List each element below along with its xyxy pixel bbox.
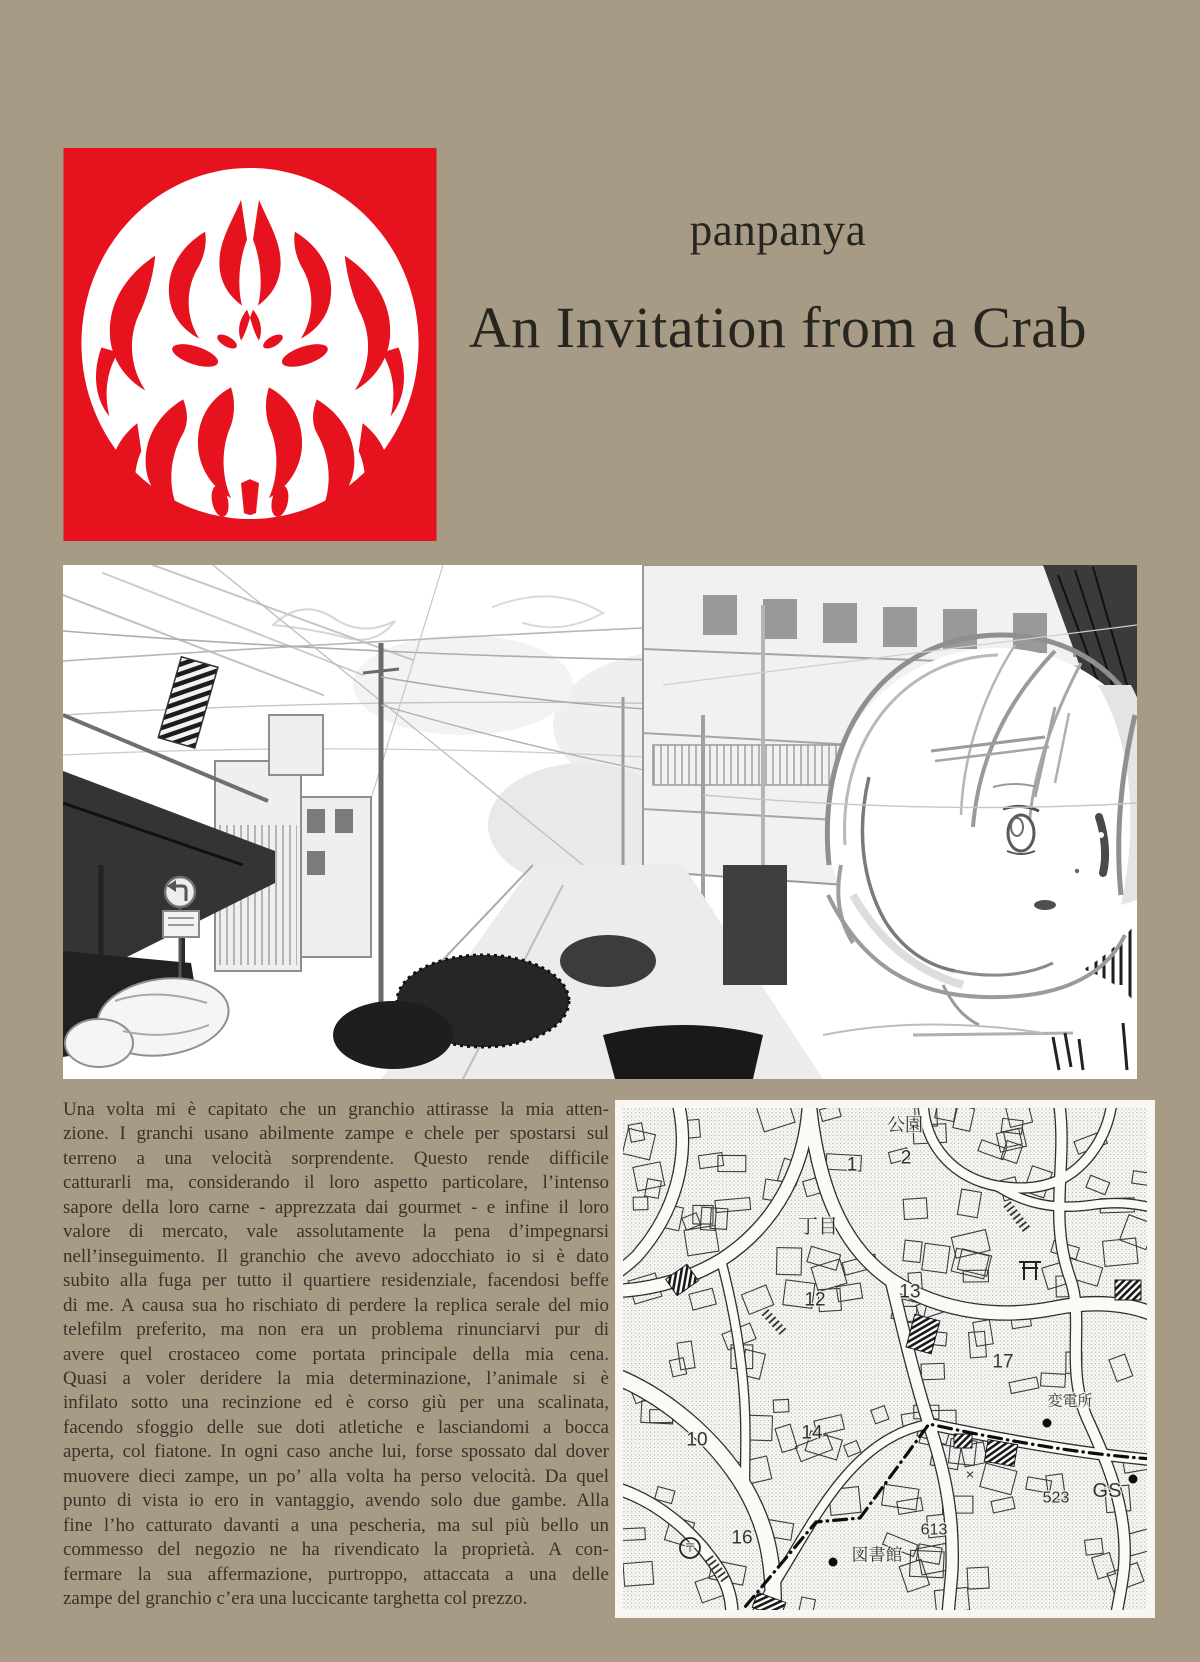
story-line: terreno a una velocità sorprendente. Questo rende difficile xyxy=(63,1147,609,1169)
map-label-2: 2 xyxy=(900,1147,912,1169)
story-line: avere quel crostaceo come portata principale della mia cena. xyxy=(63,1343,609,1365)
story-line: Quasi a voler deridere la mia determinazione, l’animale si è xyxy=(63,1367,609,1389)
map-label-park: 公園 xyxy=(887,1115,923,1135)
gs-dot xyxy=(1129,1475,1138,1484)
map-label-14: 14 xyxy=(801,1422,823,1444)
street-sketch-illustration xyxy=(63,565,1137,1079)
story-line: nell’inseguimento. Il granchio che avevo adocchiato io si è dato xyxy=(63,1245,609,1267)
city-map xyxy=(623,1108,1147,1610)
story-line: facendo sfoggio delle sue doti atletiche e lasciandomi a bocca xyxy=(63,1416,609,1438)
library-dot xyxy=(829,1558,838,1567)
story-line: fine l’ho catturato davanti a una pescheria, ma sul più bello un xyxy=(63,1514,609,1536)
city-map-panel xyxy=(615,1100,1155,1618)
map-label-substation: 変電所 xyxy=(1047,1392,1093,1410)
story-line: catturarli ma, considerando il loro aspetto particolare, l’intenso xyxy=(63,1172,609,1194)
story-line: valore di mercato, vale assolutamente la pena d’impegnarsi xyxy=(63,1221,609,1243)
book-title: An Invitation from a Crab xyxy=(468,295,1088,360)
map-label-x-mark: × xyxy=(965,1466,975,1484)
map-label-12: 12 xyxy=(804,1289,826,1311)
map-label-post: 〒 xyxy=(683,1541,697,1555)
map-label-chome: 丁目 xyxy=(798,1216,838,1238)
substation-dot xyxy=(1043,1419,1052,1428)
story-line: zampe del granchio c’era una luccicante targhetta col prezzo. xyxy=(63,1588,528,1610)
story-line: zione. I granchi usano abilmente zampe e chele per spostarsi sul xyxy=(63,1123,609,1145)
map-label-1: 1 xyxy=(846,1154,858,1176)
map-label-library: 図書館 xyxy=(851,1545,903,1565)
map-label-613: 613 xyxy=(920,1521,948,1539)
story-line: muovere dieci zampe, un po’ alla volta ha perso velocità. Da quel xyxy=(63,1465,609,1487)
map-label-16: 16 xyxy=(731,1527,753,1549)
story-line: telefilm preferito, ma non era un problema rinunciarvi pur di xyxy=(63,1319,609,1341)
author-name: panpanya xyxy=(689,205,867,255)
story-line: fermare la sua affermazione, purtroppo, attaccata a una delle xyxy=(63,1563,609,1585)
map-label-13: 13 xyxy=(899,1281,921,1303)
story-line: di me. A causa sua ho rischiato di perdere la replica serale del mio xyxy=(63,1294,609,1316)
map-label-gs: GS xyxy=(1092,1480,1122,1502)
story-paragraph xyxy=(63,1098,609,1612)
story-line: subito alla fuga per tutto il quartiere residenziale, facendosi beffe xyxy=(63,1270,609,1292)
map-label-10: 10 xyxy=(686,1429,708,1451)
story-line: punto di vista io ero in vantaggio, avendo solo due gambe. Alla xyxy=(63,1490,609,1512)
map-label-523: 523 xyxy=(1042,1489,1070,1507)
story-line: aperta, col fiatone. In ogni caso anche lui, forse spossato dal dover xyxy=(63,1441,609,1463)
story-line: infilato sotto una recinzione ed è corso giù per una scalinata, xyxy=(63,1392,609,1414)
story-line: sapore della loro carne - apprezzata dai gourmet - e infine il loro xyxy=(63,1196,609,1218)
story-line: commesso del negozio ne ha rivendicato la proprietà. A con- xyxy=(63,1539,609,1561)
story-line: Una volta mi è capitato che un granchio attirasse la mia atten- xyxy=(63,1099,609,1120)
map-label-17: 17 xyxy=(992,1351,1014,1373)
street-sketch-drawing xyxy=(63,565,1137,1079)
